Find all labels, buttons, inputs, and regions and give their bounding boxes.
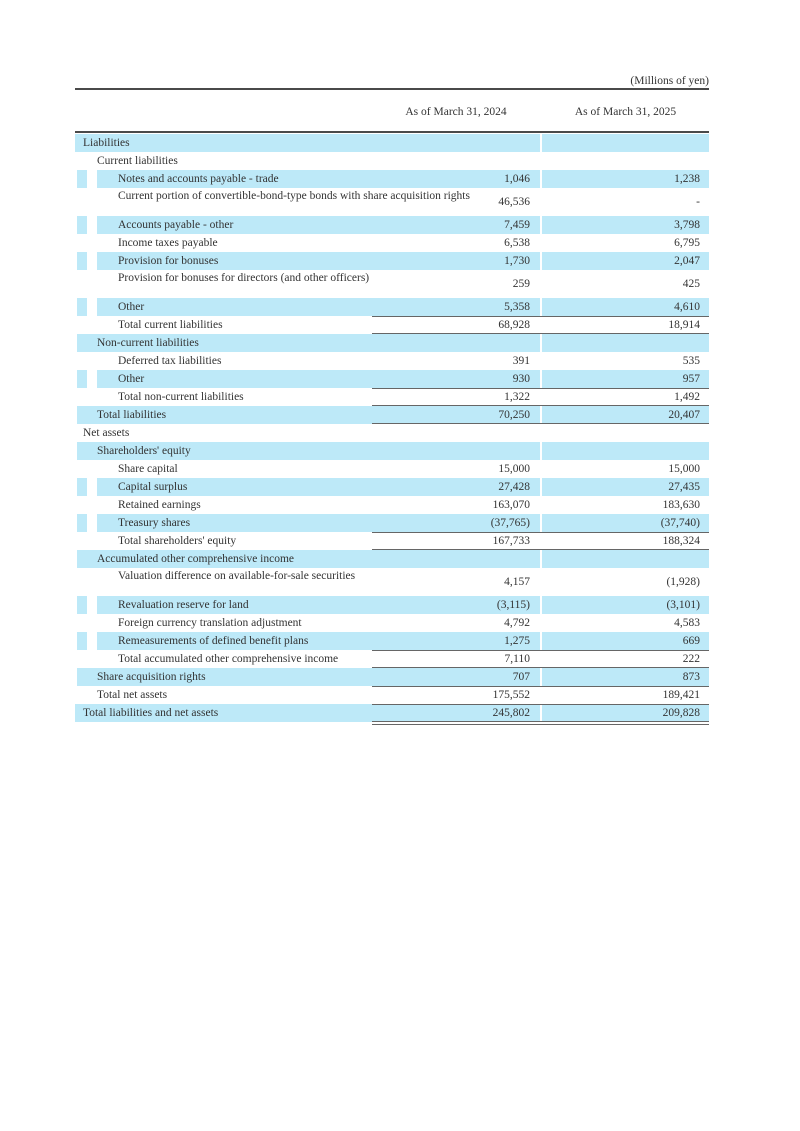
value-fy2024: 7,110 — [504, 653, 530, 665]
row-label: Total liabilities and net assets — [83, 707, 219, 719]
value-fy2025: 425 — [682, 278, 700, 290]
table-row — [75, 532, 709, 550]
value-fy2025: (37,740) — [660, 517, 700, 529]
table-row — [75, 550, 709, 568]
table-row — [75, 406, 709, 424]
row-label: Remeasurements of defined benefit plans — [118, 635, 309, 647]
table-row — [75, 216, 709, 234]
table-row — [75, 424, 709, 442]
row-label: Other — [118, 373, 145, 385]
value-fy2025: 4,610 — [674, 301, 700, 313]
value-fy2025: 209,828 — [662, 707, 700, 719]
row-label: Provision for bonuses for directors (and other officers) — [118, 272, 370, 284]
table-row — [75, 316, 709, 334]
row-label: Liabilities — [83, 137, 130, 149]
value-fy2025: 188,324 — [662, 535, 700, 547]
value-fy2025: 4,583 — [674, 617, 700, 629]
value-fy2024: 27,428 — [498, 481, 530, 493]
row-label: Share acquisition rights — [97, 671, 206, 683]
value-fy2024: 163,070 — [492, 499, 530, 511]
row-label: Foreign currency translation adjustment — [118, 617, 302, 629]
value-fy2025: 873 — [682, 671, 700, 683]
value-fy2025: (1,928) — [666, 576, 700, 588]
value-fy2025: 18,914 — [668, 319, 700, 331]
table-row — [75, 352, 709, 370]
row-label: Total net assets — [97, 689, 168, 701]
value-fy2024: 167,733 — [492, 535, 530, 547]
table-row — [75, 134, 709, 152]
table-row — [75, 496, 709, 514]
value-fy2024: 70,250 — [498, 409, 530, 421]
row-label: Share capital — [118, 463, 178, 475]
value-fy2024: 15,000 — [498, 463, 530, 475]
grand-total-underline — [75, 722, 709, 726]
table-row — [75, 686, 709, 704]
row-label: Treasury shares — [118, 517, 191, 529]
row-label: Accumulated other comprehensive income — [97, 553, 295, 565]
row-label: Current portion of convertible-bond-type bonds with share acquisition rights — [118, 190, 470, 202]
table-row — [75, 460, 709, 478]
row-label: Provision for bonuses — [118, 255, 219, 267]
value-fy2024: 4,157 — [504, 576, 530, 588]
table-row — [75, 442, 709, 460]
row-label: Total shareholders' equity — [118, 535, 237, 547]
units-caption: (Millions of yen) — [630, 75, 709, 87]
value-fy2024: 930 — [512, 373, 530, 385]
value-fy2025: 183,630 — [662, 499, 700, 511]
row-label: Income taxes payable — [118, 237, 218, 249]
table-row — [75, 334, 709, 352]
row-label: Other — [118, 301, 145, 313]
value-fy2024: 1,275 — [504, 635, 530, 647]
value-fy2025: 20,407 — [668, 409, 700, 421]
row-label: Shareholders' equity — [97, 445, 191, 457]
table-row — [75, 614, 709, 632]
row-label: Non-current liabilities — [97, 337, 199, 349]
table-row — [75, 388, 709, 406]
value-fy2024: (37,765) — [490, 517, 530, 529]
value-fy2025: 3,798 — [674, 219, 700, 231]
table-row — [75, 234, 709, 252]
value-fy2024: 1,322 — [504, 391, 530, 403]
row-label: Total current liabilities — [118, 319, 223, 331]
table-row — [75, 632, 709, 650]
table-row — [75, 370, 709, 388]
row-label: Capital surplus — [118, 481, 188, 493]
table-top-rule — [75, 88, 709, 90]
table-row — [75, 596, 709, 614]
row-label: Notes and accounts payable - trade — [118, 173, 279, 185]
table-row — [75, 270, 709, 298]
value-fy2025: 6,795 — [674, 237, 700, 249]
value-fy2024: 259 — [512, 278, 530, 290]
value-fy2025: 27,435 — [668, 481, 700, 493]
value-fy2025: 15,000 — [668, 463, 700, 475]
value-fy2025: 189,421 — [662, 689, 700, 701]
value-fy2025: 2,047 — [674, 255, 700, 267]
table-row — [75, 568, 709, 596]
table-row — [75, 478, 709, 496]
grand-total-underline-rule — [372, 724, 709, 725]
table-row — [75, 298, 709, 316]
row-label: Total accumulated other comprehensive income — [118, 653, 339, 665]
value-fy2024: 6,538 — [504, 237, 530, 249]
value-fy2024: 245,802 — [492, 707, 530, 719]
value-fy2025: 535 — [682, 355, 700, 367]
table-row — [75, 152, 709, 170]
value-fy2025: 1,238 — [674, 173, 700, 185]
header-bottom-rule — [75, 131, 709, 133]
value-fy2025: (3,101) — [666, 599, 700, 611]
value-fy2025: 222 — [682, 653, 700, 665]
value-fy2024: (3,115) — [496, 599, 530, 611]
value-fy2025: - — [696, 196, 700, 208]
row-label: Revaluation reserve for land — [118, 599, 249, 611]
row-label: Current liabilities — [97, 155, 178, 167]
value-fy2025: 957 — [682, 373, 700, 385]
row-label: Accounts payable - other — [118, 219, 234, 231]
value-fy2024: 175,552 — [492, 689, 530, 701]
table-row — [75, 188, 709, 216]
row-label: Total liabilities — [97, 409, 167, 421]
value-fy2024: 391 — [512, 355, 530, 367]
value-fy2025: 669 — [682, 635, 700, 647]
value-fy2024: 7,459 — [504, 219, 530, 231]
value-fy2024: 5,358 — [504, 301, 530, 313]
row-label: Deferred tax liabilities — [118, 355, 222, 367]
row-label: Valuation difference on available-for-sale securities — [118, 570, 356, 582]
value-fy2024: 68,928 — [498, 319, 530, 331]
column-header-fy2025: As of March 31, 2025 — [574, 106, 677, 118]
table-row — [75, 514, 709, 532]
row-label: Total non-current liabilities — [118, 391, 244, 403]
table-row — [75, 704, 709, 722]
row-label: Retained earnings — [118, 499, 201, 511]
value-fy2024: 4,792 — [504, 617, 530, 629]
column-header-fy2024: As of March 31, 2024 — [405, 106, 507, 118]
row-label: Net assets — [83, 427, 130, 439]
value-fy2025: 1,492 — [674, 391, 700, 403]
value-fy2024: 1,730 — [504, 255, 530, 267]
table-row — [75, 252, 709, 270]
table-row — [75, 650, 709, 668]
value-fy2024: 1,046 — [504, 173, 530, 185]
balance-sheet-table — [75, 134, 709, 726]
table-row — [75, 668, 709, 686]
value-fy2024: 707 — [512, 671, 530, 683]
table-row — [75, 170, 709, 188]
value-fy2024: 46,536 — [498, 196, 530, 208]
